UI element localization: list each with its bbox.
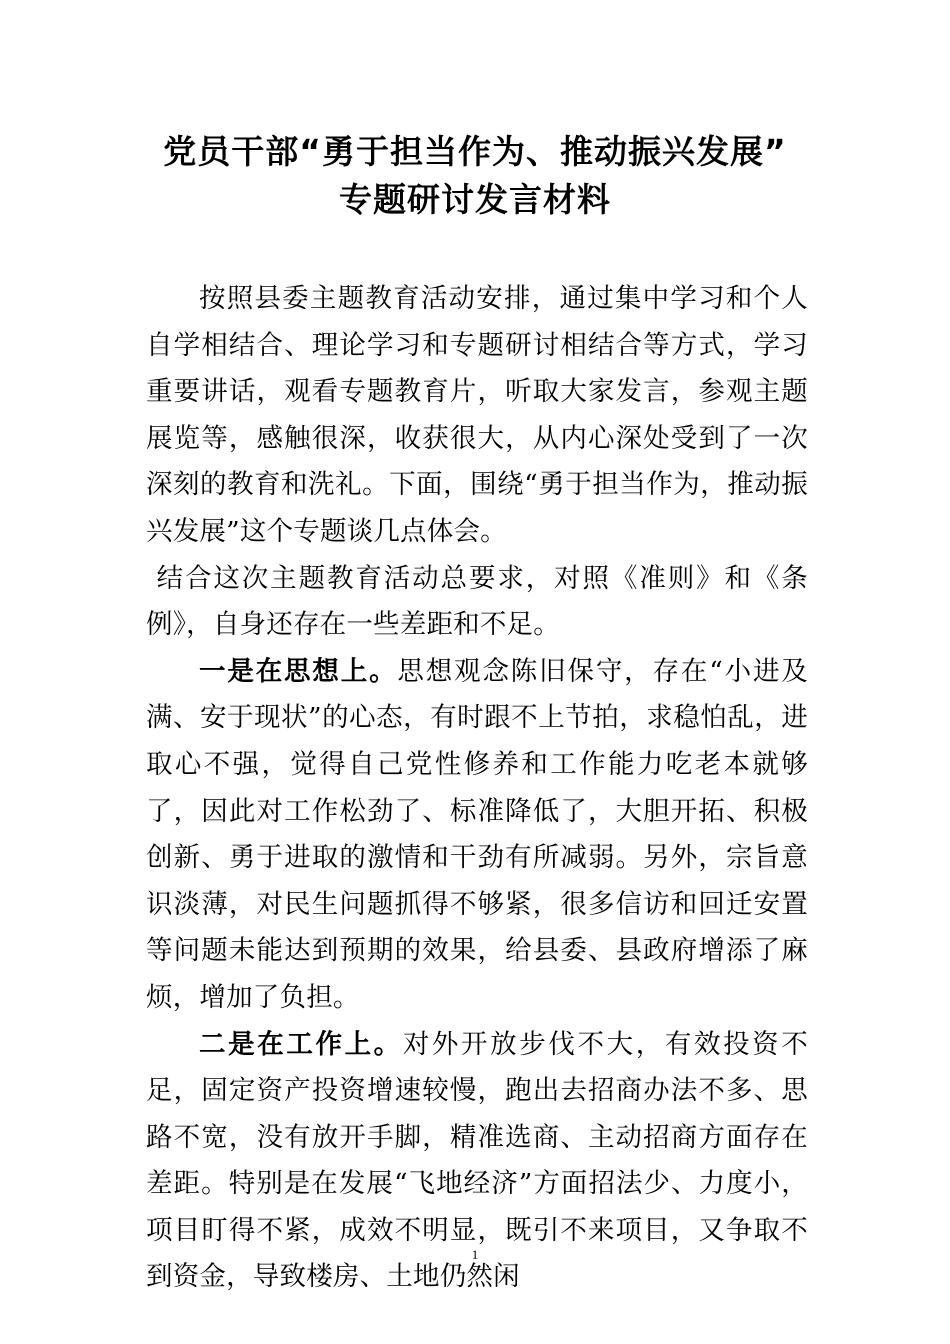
document-title-line-1: 党员干部“勇于担当作为、推动振兴发展” [163, 132, 787, 171]
paragraph-text: 结合这次主题教育活动总要求，对照《准则》和《条例》，自身还存在一些差距和不足。 [146, 562, 808, 641]
document-body [146, 276, 808, 1301]
paragraph-lead: 一是在思想上。 [199, 655, 398, 687]
paragraph-shortcomings [146, 556, 808, 649]
paragraph-text: 对外开放步伐不大，有效投资不足，固定资产投资增速较慢，跑出去招商办法不多、思路不宽，没有放开手脚，精准选商、主动招商方面存在差距。特别是在发展“飞地经济”方面招法少、力度小，项目盯得不紧，成效不明显，既引不来项目，又争取不到资金，导致楼房、土地仍然闲 [146, 1028, 808, 1293]
paragraph-lead: 二是在工作上。 [199, 1028, 403, 1060]
document-title-line-2: 专题研讨发言材料 [339, 180, 611, 219]
page-number: 1 [471, 1247, 479, 1262]
paragraph-text: 按照县委主题教育活动安排，通过集中学习和个人自学相结合、理论学习和专题研讨相结合等方式，学习重要讲话，观看专题教育片，听取大家发言，参观主题展览等，感触很深，收获很大，从内心深处受到了一次深刻的教育和洗礼。下面，围绕“勇于担当作为，推动振兴发展”这个专题谈几点体会。 [146, 283, 808, 547]
paragraph-intro [146, 276, 808, 556]
paragraph-text: 思想观念陈旧保守，存在“小进及满、安于现状”的心态，有时跟不上节拍，求稳怕乱，进取心不强，觉得自己党性修养和工作能力吃老本就够了，因此对工作松劲了、标准降低了，大胆开拓、积极创新、勇于进取的激情和干劲有所减弱。另外，宗旨意识淡薄，对民生问题抓得不够紧，很多信访和回迁安置等问题未能达到预期的效果，给县委、县政府增添了麻烦，增加了负担。 [146, 655, 808, 1013]
paragraph-thought [146, 649, 808, 1022]
